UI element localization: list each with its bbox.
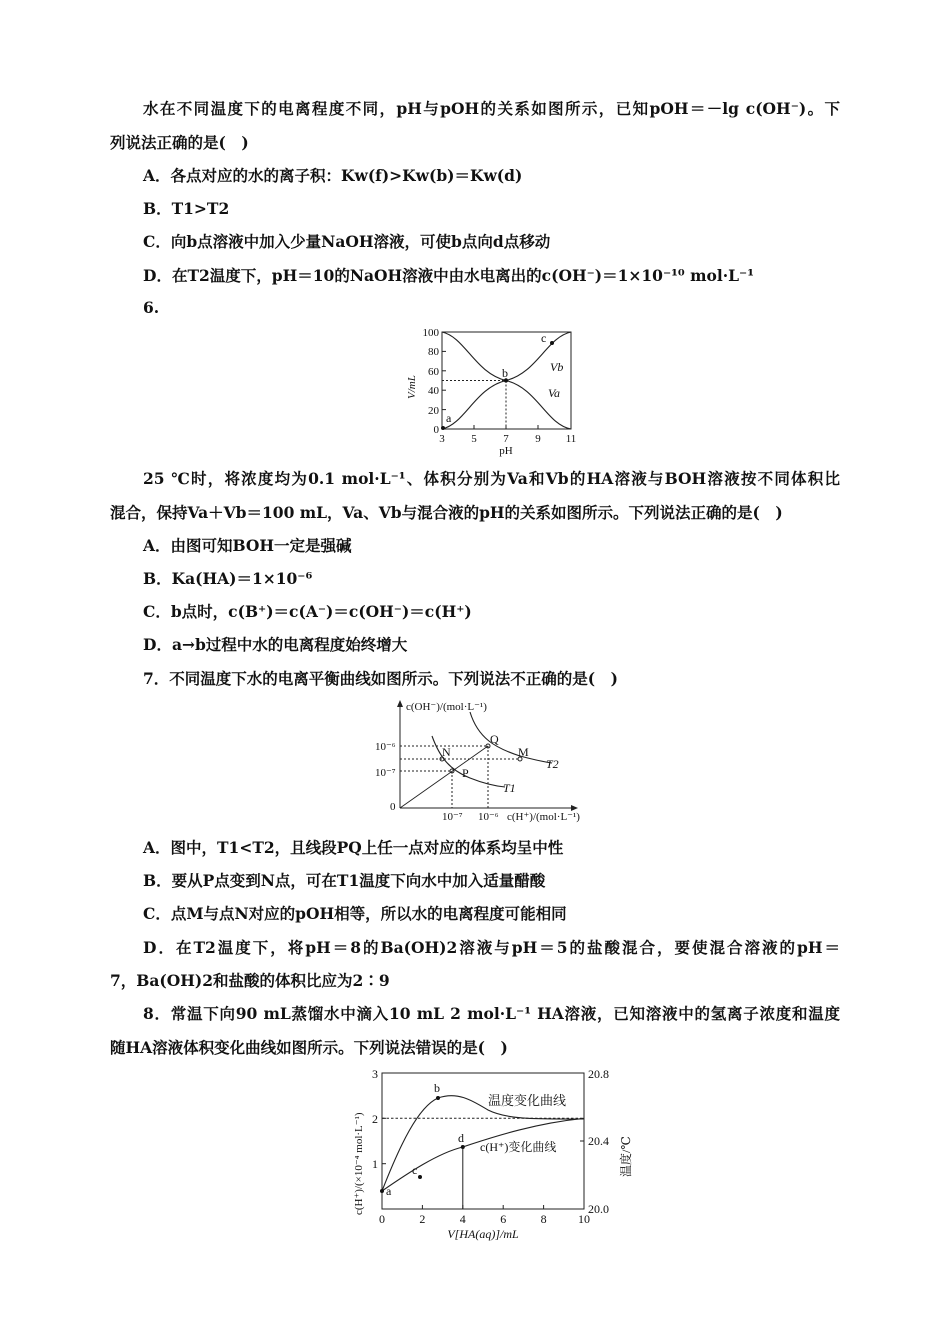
q8-y-ticks [372,1067,386,1171]
q6-ytick-20: 20 [428,405,439,417]
q7-ytick-1e-7: 10⁻⁷ [375,767,396,779]
q6-x-ticks [439,425,576,445]
q8-label-c: c [412,1163,418,1177]
q5-option-d: D．在T2温度下，pH＝10的NaOH溶液中由水电离出的c(OH⁻)＝1×10⁻¹⁰ mol·L⁻¹ [143,266,754,285]
q6-ytick-60: 60 [428,366,439,378]
q8-point-a [380,1189,384,1193]
q7-label-m: M [518,745,529,759]
q8-point-d [461,1145,465,1149]
q5-option-b: B．T1>T2 [143,199,230,218]
q6-ytick-40: 40 [428,385,439,397]
q6-chart [395,325,595,460]
q5-option-a: A．各点对应的水的离子积：Kw(f)>Kw(b)＝Kw(d) [143,166,523,185]
q6-option-d: D．a→b过程中水的电离程度始终增大 [143,635,408,654]
q6-xtick-7: 7 [503,433,509,445]
q8-xtick-4: 4 [459,1212,466,1226]
q7-option-a: A．图中，T1<T2，且线段PQ上任一点对应的体系均呈中性 [143,838,564,857]
q8-xtick-6: 6 [500,1212,507,1226]
q7-xtick-1e-7: 10⁻⁷ [442,811,463,823]
q6-option-c: C．b点时，c(B⁺)＝c(A⁻)＝c(OH⁻)＝c(H⁺) [143,602,472,621]
q7-stem: 7．不同温度下水的电离平衡曲线如图所示。下列说法不正确的是( ) [143,669,618,688]
q8-x-ticks [379,1205,590,1226]
q8-xtick-2: 2 [419,1212,426,1226]
q7-label-t1: T1 [503,781,516,795]
q6-stem-line2: 混合，保持Va＋Vb＝100 mL，Va、Vb与混合液的pH的关系如图所示。下列说法正确的是( ) [110,503,783,522]
q6-xtick-9: 9 [535,433,541,445]
q8-curve-h [382,1118,584,1191]
q7-option-c: C．点M与点N对应的pOH相等，所以水的电离程度可能相同 [143,904,567,923]
q8-xtick-8: 8 [540,1212,547,1226]
q5-option-c: C．向b点溶液中加入少量NaOH溶液，可使b点向d点移动 [143,232,551,251]
q8-label-b: b [434,1081,440,1095]
q7-option-d-line1: D．在T2温度下，将pH＝8的Ba(OH)2溶液与pH＝5的盐酸混合，要使混合溶液的pH＝ [143,938,840,957]
q8-y2tick-20.0: 20.0 [588,1202,609,1216]
q8-xtick-10: 10 [578,1212,590,1226]
q8-label-d: d [458,1131,464,1145]
q7-curve-t2 [470,712,552,763]
q7-x-label: c(H⁺)/(mol·L⁻¹) [507,811,580,823]
q7-label-p: P [462,766,469,780]
q7-label-n: N [442,745,451,759]
q6-point-a [441,426,445,430]
q8-label-a: a [386,1184,392,1198]
q6-y-label: V/mL [406,375,418,399]
q8-stem-line1: 8．常温下向90 mL蒸馏水中滴入10 mL 2 mol·L⁻¹ HA溶液，已知溶液中的氢离子浓度和温度 [143,1004,840,1023]
q5-stem-line2: 列说法正确的是( ) [110,133,249,152]
q8-y2-label: 温度/℃ [619,1136,633,1177]
q6-xtick-5: 5 [471,433,477,445]
q6-xtick-11: 11 [565,433,577,445]
q7-option-b: B．要从P点变到N点，可在T1温度下向水中加入适量醋酸 [143,871,546,890]
q7-label-t2: T2 [546,757,559,771]
q8-label-temp-curve: 温度变化曲线 [488,1093,567,1108]
q6-label-va: Va [548,386,560,400]
q8-point-b [436,1096,440,1100]
q6-ytick-80: 80 [428,346,439,358]
q7-xtick-1e-6: 10⁻⁶ [478,811,499,823]
q6-number: 6. [143,298,160,317]
q7-y-label: c(OH⁻)/(mol·L⁻¹) [406,701,487,713]
q6-point-c [550,341,554,345]
q6-ytick-0: 0 [433,424,439,436]
q8-xtick-0: 0 [379,1212,385,1226]
q8-y-label: c(H⁺)/(×10⁻⁴ mol·L⁻¹) [353,1112,365,1215]
q5-stem-line1: 水在不同温度下的电离程度不同，pH与pOH的关系如图所示，已知pOH＝－lg c(OH⁻)。下 [143,99,840,118]
q7-origin: 0 [390,801,396,813]
q6-label-b: b [502,366,508,380]
q6-ytick-100: 100 [422,327,439,339]
q6-label-vb: Vb [550,360,564,374]
q8-ytick-1: 1 [372,1157,378,1171]
q7-label-q: Q [490,732,499,746]
q8-y2tick-20.4: 20.4 [588,1134,609,1148]
q6-option-a: A．由图可知BOH一定是强碱 [143,536,352,555]
q7-y-arrow [397,700,403,707]
q7-option-d-line2: 7，Ba(OH)2和盐酸的体积比应为2∶9 [110,971,390,990]
q8-x-label: V[HA(aq)]/mL [447,1227,519,1241]
q6-option-b: B．Ka(HA)＝1×10⁻⁶ [143,569,313,588]
q6-xtick-3: 3 [439,433,445,445]
q6-stem-line1: 25 ℃时，将浓度均为0.1 mol·L⁻¹、体积分别为Va和Vb的HA溶液与BOH溶液按不同体积比 [143,469,840,488]
q8-point-c [418,1175,422,1179]
q7-ytick-1e-6: 10⁻⁶ [375,741,396,753]
q6-label-a: a [446,411,452,425]
q8-stem-line2: 随HA溶液体积变化曲线如图所示。下列说法错误的是( ) [110,1038,508,1057]
q6-x-label: pH [499,445,513,457]
q8-y2tick-20.8: 20.8 [588,1067,609,1081]
q6-label-c: c [541,331,547,345]
q8-ytick-2: 2 [372,1112,378,1126]
q7-chart [370,698,620,828]
q8-label-h-curve: c(H⁺)变化曲线 [480,1140,557,1154]
q8-chart [348,1065,648,1243]
q8-ytick-3: 3 [372,1067,378,1081]
